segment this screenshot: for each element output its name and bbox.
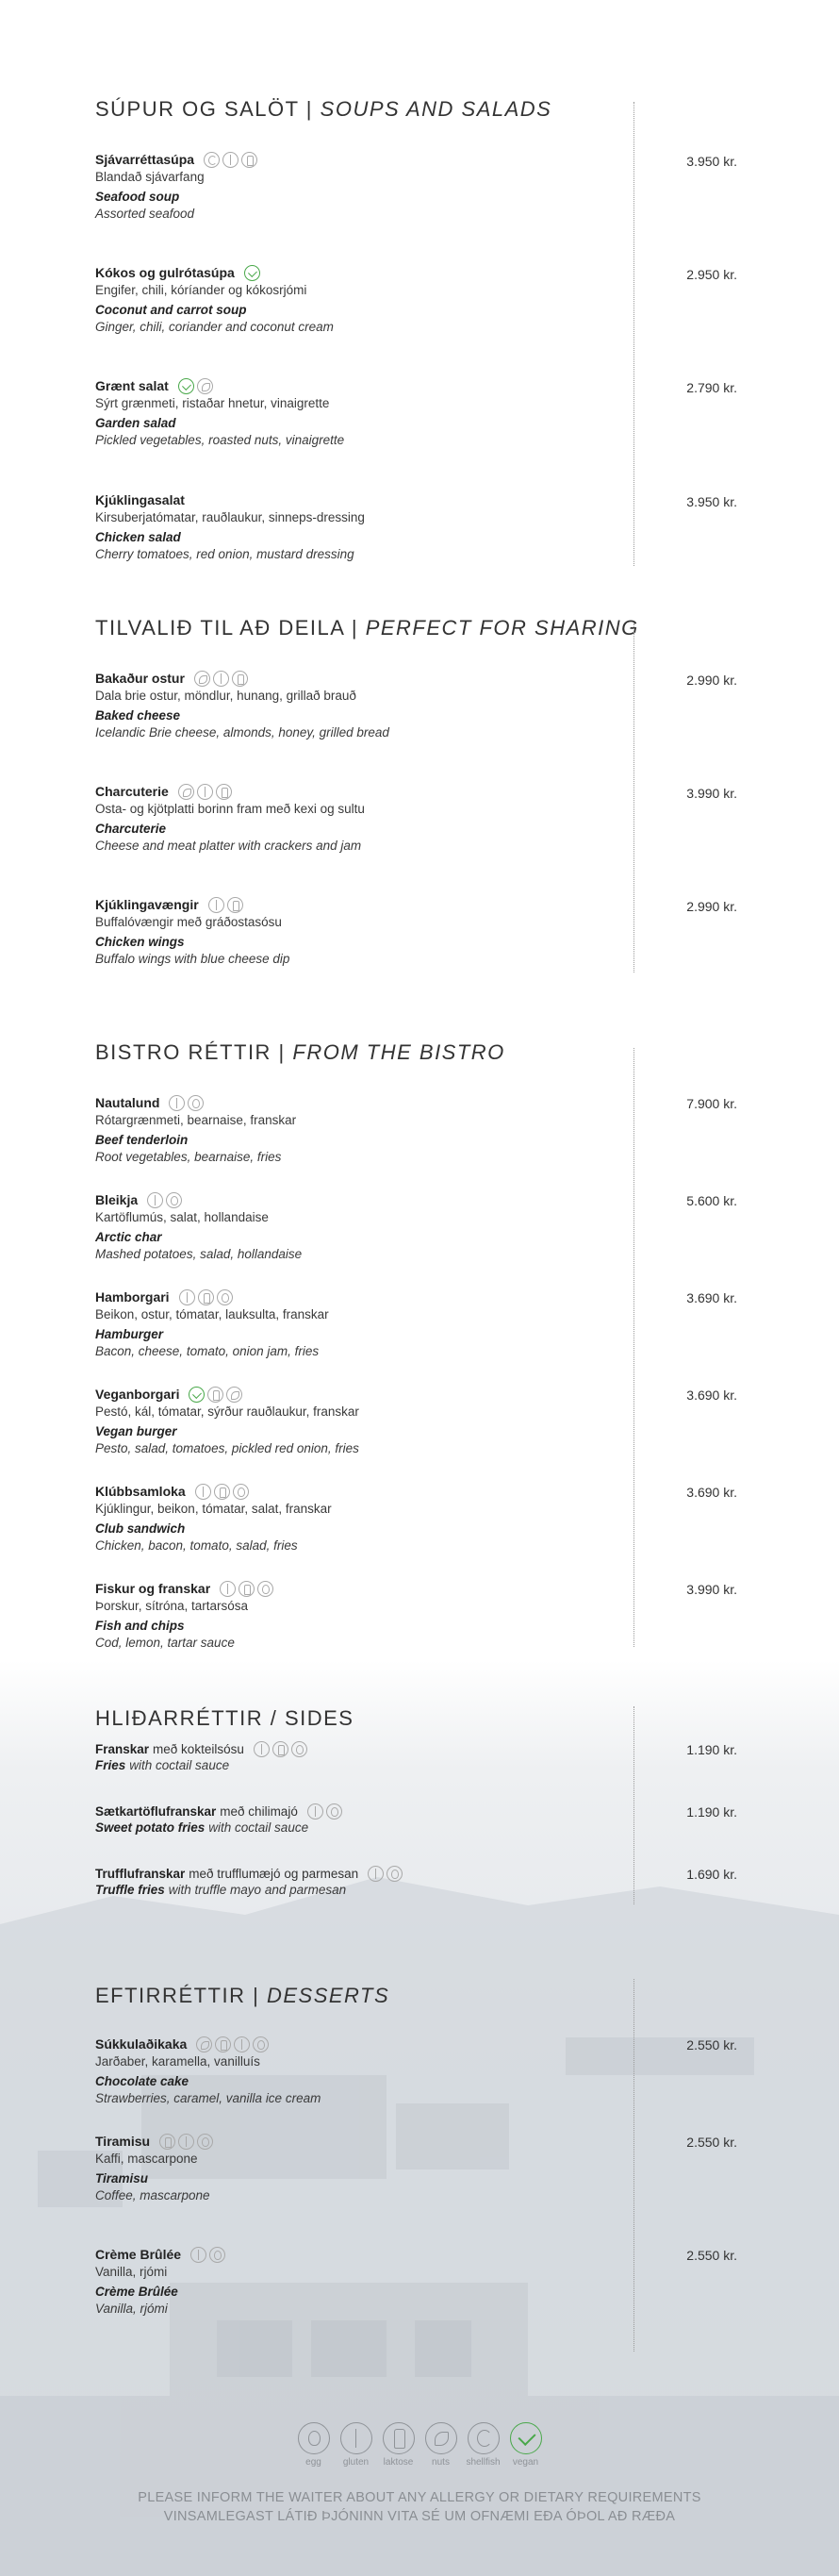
item-description: Engifer, chili, kóríander og kókosrjómi <box>95 283 307 297</box>
item-name: Trufflufranskar <box>95 1866 186 1881</box>
item-name-en: Club sandwich <box>95 1521 186 1536</box>
section-title <box>95 616 639 640</box>
item-price: 2.550 kr. <box>686 2135 737 2150</box>
item-name-en: Chocolate cake <box>95 2074 189 2088</box>
item-name: Kjúklingavængir <box>95 897 199 912</box>
section-title <box>95 97 551 122</box>
nuts-icon <box>178 784 194 800</box>
gluten-icon <box>368 1866 384 1882</box>
item-name-en: Charcuterie <box>95 822 167 836</box>
item-name: Nautalund <box>95 1095 160 1110</box>
item-description-en: with coctail sauce <box>129 1758 230 1772</box>
egg-icon <box>253 2036 269 2052</box>
laktose-icon <box>232 671 248 687</box>
gluten-icon <box>147 1192 163 1208</box>
item-price: 3.950 kr. <box>686 494 737 509</box>
item-description-en: Vanilla, rjómi <box>95 2302 168 2316</box>
item-name: Charcuterie <box>95 784 169 799</box>
nuts-icon <box>194 671 210 687</box>
item-description: Rótargrænmeti, bearnaise, franskar <box>95 1113 297 1127</box>
item-name-en: Baked cheese <box>95 708 181 723</box>
egg-icon <box>209 2247 225 2263</box>
egg-icon <box>233 1484 249 1500</box>
egg-icon <box>197 2134 213 2150</box>
allergy-notice-en: PLEASE INFORM THE WAITER ABOUT ANY ALLERGY OR DIETARY REQUIREMENTS <box>138 2490 701 2505</box>
item-price: 1.690 kr. <box>686 1867 737 1882</box>
legend-label: vegan <box>512 2457 539 2468</box>
legend-label: egg <box>305 2457 321 2468</box>
egg-icon <box>166 1192 182 1208</box>
item-name: Súkkulaðikaka <box>95 2036 188 2052</box>
legend-item-nuts <box>424 2422 458 2468</box>
item-description-en: Pickled vegetables, roasted nuts, vinaigrette <box>95 433 345 447</box>
gluten-icon <box>213 671 229 687</box>
item-price: 2.990 kr. <box>686 673 737 688</box>
item-price: 5.600 kr. <box>686 1193 737 1208</box>
item-price: 3.990 kr. <box>686 1582 737 1597</box>
egg-icon <box>298 2422 330 2454</box>
allergen-legend <box>0 2422 839 2468</box>
laktose-icon <box>207 1387 223 1403</box>
title-en: SOUPS AND SALADS <box>320 97 552 121</box>
egg-icon <box>188 1095 204 1111</box>
item-description: Kirsuberjatómatar, rauðlaukur, sinneps-dressing <box>95 510 365 524</box>
nuts-icon <box>196 2036 212 2052</box>
laktose-icon <box>214 1484 230 1500</box>
vegan-icon <box>178 378 194 394</box>
title-en: DESSERTS <box>266 1984 390 2007</box>
item-description: með chilimajó <box>220 1803 298 1819</box>
item-name: Veganborgari <box>95 1387 180 1402</box>
laktose-icon <box>227 897 243 913</box>
item-name: Tiramisu <box>95 2134 151 2149</box>
section-title <box>95 1040 505 1065</box>
nuts-icon <box>226 1387 242 1403</box>
item-description-en: Assorted seafood <box>95 207 195 221</box>
item-price: 2.550 kr. <box>686 2037 737 2052</box>
item-name-en: Seafood soup <box>95 190 180 204</box>
item-description-en: Strawberries, caramel, vanilla ice cream <box>95 2091 321 2105</box>
gluten-icon <box>169 1095 185 1111</box>
gluten-icon <box>208 897 224 913</box>
nuts-icon <box>197 378 213 394</box>
item-name: Klúbbsamloka <box>95 1484 186 1499</box>
legend-label: nuts <box>432 2457 450 2468</box>
item-name-en: Coconut and carrot soup <box>95 303 247 317</box>
gluten-icon <box>190 2247 206 2263</box>
item-description-en: Bacon, cheese, tomato, onion jam, fries <box>95 1344 320 1358</box>
legend-item-vegan <box>509 2422 543 2468</box>
item-name: Crème Brûlée <box>95 2247 182 2262</box>
laktose-icon <box>159 2134 175 2150</box>
item-name: Sætkartöflufranskar <box>95 1803 217 1819</box>
legend-label: shellfish <box>466 2457 501 2468</box>
gluten-icon <box>195 1484 211 1500</box>
vegan-icon <box>189 1387 205 1403</box>
legend-item-shellfish <box>467 2422 501 2468</box>
item-description-en: Cod, lemon, tartar sauce <box>95 1636 235 1650</box>
item-name: Hamborgari <box>95 1289 170 1305</box>
item-name-en: Hamburger <box>95 1327 164 1341</box>
shellfish-icon <box>468 2422 500 2454</box>
item-description: Jarðaber, karamella, vanilluís <box>95 2054 260 2069</box>
item-description-en: Ginger, chili, coriander and coconut cream <box>95 320 334 334</box>
gluten-icon <box>220 1581 236 1597</box>
vegan-icon <box>244 265 260 281</box>
gluten-icon <box>178 2134 194 2150</box>
laktose-icon <box>239 1581 255 1597</box>
item-description: Pestó, kál, tómatar, sýrður rauðlaukur, franskar <box>95 1404 359 1419</box>
item-price: 2.790 kr. <box>686 380 737 395</box>
item-description: Kjúklingur, beikon, tómatar, salat, franskar <box>95 1502 332 1516</box>
item-price: 3.690 kr. <box>686 1388 737 1403</box>
item-description: Blandað sjávarfang <box>95 170 205 184</box>
item-name: Fiskur og franskar <box>95 1581 211 1596</box>
item-name-en: Arctic char <box>95 1230 162 1244</box>
item-description: Sýrt grænmeti, ristaðar hnetur, vinaigrette <box>95 396 330 410</box>
egg-icon <box>257 1581 273 1597</box>
title-is: SÚPUR OG SALÖT | <box>95 97 314 121</box>
item-name-en: Garden salad <box>95 416 176 430</box>
egg-icon <box>387 1866 403 1882</box>
item-description-en: Pesto, salad, tomatoes, pickled red onion, fries <box>95 1441 359 1455</box>
item-description: Þorskur, sítróna, tartarsósa <box>95 1599 249 1613</box>
gluten-icon <box>222 152 239 168</box>
shellfish-icon <box>204 152 220 168</box>
item-price: 2.950 kr. <box>686 267 737 282</box>
item-description-en: Cheese and meat platter with crackers and jam <box>95 839 362 853</box>
item-name: Grænt salat <box>95 378 169 393</box>
item-price: 3.950 kr. <box>686 154 737 169</box>
item-price: 3.690 kr. <box>686 1290 737 1305</box>
laktose-icon <box>216 784 232 800</box>
item-description: Kartöflumús, salat, hollandaise <box>95 1210 269 1224</box>
legend-label: gluten <box>342 2457 370 2468</box>
item-description: Kaffi, mascarpone <box>95 2152 198 2166</box>
egg-icon <box>326 1803 342 1820</box>
section-title <box>95 1984 389 2008</box>
item-description: með kokteilsósu <box>153 1741 244 1756</box>
laktose-icon <box>272 1741 288 1757</box>
item-description: með trufflumæjó og parmesan <box>189 1866 359 1881</box>
item-description-en: Icelandic Brie cheese, almonds, honey, grilled bread <box>95 725 389 740</box>
egg-icon <box>291 1741 307 1757</box>
laktose-icon <box>383 2422 415 2454</box>
item-name-en: Fish and chips <box>95 1619 185 1633</box>
gluten-icon <box>234 2036 250 2052</box>
item-price: 2.550 kr. <box>686 2248 737 2263</box>
item-name: Franskar <box>95 1741 150 1756</box>
item-name-en: Truffle fries <box>95 1883 165 1897</box>
item-description-en: with coctail sauce <box>208 1820 309 1835</box>
section-title: HLIÐARRÉTTIR / SIDES <box>95 1706 354 1730</box>
item-name-en: Crème Brûlée <box>95 2285 178 2299</box>
legend-item-laktose <box>382 2422 416 2468</box>
item-name: Bakaður ostur <box>95 671 185 686</box>
legend-item-gluten <box>339 2422 373 2468</box>
laktose-icon <box>241 152 257 168</box>
item-name-en: Tiramisu <box>95 2171 149 2185</box>
item-name-en: Vegan burger <box>95 1424 177 1438</box>
gluten-icon <box>307 1803 323 1820</box>
item-description: Dala brie ostur, möndlur, hunang, grillað brauð <box>95 689 356 703</box>
item-name: Kókos og gulrótasúpa <box>95 265 235 280</box>
item-price: 7.900 kr. <box>686 1096 737 1111</box>
item-description-en: Mashed potatoes, salad, hollandaise <box>95 1247 303 1261</box>
item-name-en: Beef tenderloin <box>95 1133 189 1147</box>
item-description: Buffalóvængir með gráðostasósu <box>95 915 282 929</box>
item-name-en: Chicken salad <box>95 530 181 544</box>
laktose-icon <box>198 1289 214 1305</box>
item-name: Bleikja <box>95 1192 139 1207</box>
egg-icon <box>217 1289 233 1305</box>
item-name: Sjávarréttasúpa <box>95 152 195 167</box>
gluten-icon <box>179 1289 195 1305</box>
item-name-en: Fries <box>95 1758 126 1772</box>
item-name-en: Sweet potato fries <box>95 1820 206 1835</box>
item-description-en: Cherry tomatoes, red onion, mustard dressing <box>95 547 354 561</box>
legend-label: laktose <box>383 2457 414 2468</box>
item-description-en: with truffle mayo and parmesan <box>168 1883 347 1897</box>
item-description: Beikon, ostur, tómatar, lauksulta, franskar <box>95 1307 329 1321</box>
item-description-en: Root vegetables, bearnaise, fries <box>95 1150 282 1164</box>
item-description-en: Buffalo wings with blue cheese dip <box>95 952 290 966</box>
laktose-icon <box>215 2036 231 2052</box>
allergy-notice-is: VINSAMLEGAST LÁTIÐ ÞJÓNINN VITA SÉ UM OFNÆMI EÐA ÓÞOL AÐ RÆÐA <box>163 2509 676 2524</box>
item-description-en: Coffee, mascarpone <box>95 2188 210 2202</box>
vegan-icon <box>510 2422 542 2454</box>
legend-item-egg <box>297 2422 331 2468</box>
gluten-icon <box>340 2422 372 2454</box>
item-price: 3.690 kr. <box>686 1485 737 1500</box>
item-price: 2.990 kr. <box>686 899 737 914</box>
item-description-en: Chicken, bacon, tomato, salad, fries <box>95 1538 298 1553</box>
item-price: 1.190 kr. <box>686 1742 737 1757</box>
gluten-icon <box>197 784 213 800</box>
title-is: EFTIRRÉTTIR | <box>95 1984 260 2007</box>
nuts-icon <box>425 2422 457 2454</box>
title-is: TILVALIÐ TIL AÐ DEILA | <box>95 616 359 640</box>
item-price: 3.990 kr. <box>686 786 737 801</box>
item-description: Osta- og kjötplatti borinn fram með kexi og sultu <box>95 802 365 816</box>
title-is: BISTRO RÉTTIR | <box>95 1040 286 1064</box>
item-name: Kjúklingasalat <box>95 492 185 507</box>
title-en: FROM THE BISTRO <box>292 1040 505 1064</box>
item-price: 1.190 kr. <box>686 1804 737 1820</box>
item-description: Vanilla, rjómi <box>95 2265 168 2279</box>
gluten-icon <box>254 1741 270 1757</box>
item-name-en: Chicken wings <box>95 935 185 949</box>
title-en: PERFECT FOR SHARING <box>365 616 639 640</box>
